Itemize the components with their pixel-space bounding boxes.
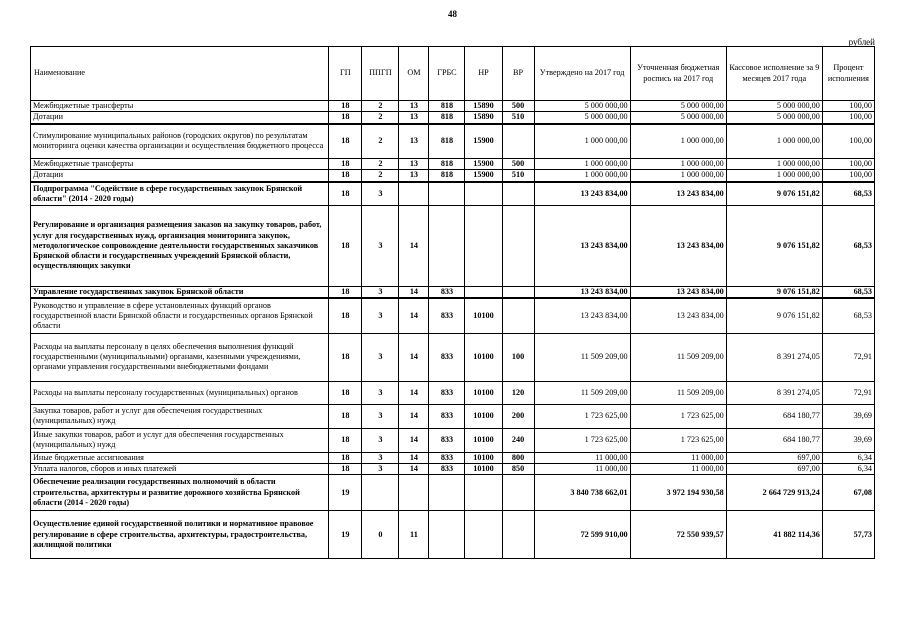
table-cell-cash: 1 000 000,00 [726,124,822,159]
table-cell-ppgp: 2 [362,170,399,182]
table-cell-name: Расходы на выплаты персоналу государственных (муниципальных) органов [31,381,329,404]
table-cell-ppgp: 3 [362,182,399,206]
table-cell-revised: 13 243 834,00 [630,206,726,287]
table-cell-cash: 684 180,77 [726,404,822,428]
table-row [31,182,875,206]
table-cell-np: 10100 [465,298,502,333]
table-cell-ppgp: 2 [362,159,399,170]
table-cell-np [465,182,502,206]
table-cell-revised: 72 550 939,57 [630,511,726,559]
table-cell-np: 10100 [465,464,502,475]
table-cell-name: Расходы на выплаты персоналу в целях обеспечения выполнения функций государственными (муниципальными) органами, казенными учреждениями, органами управления государственными внебюджетными фондами [31,333,329,381]
table-row [31,464,875,475]
table-cell-grbs [429,511,465,559]
table-cell-percent: 67,08 [822,475,874,511]
table-cell-grbs: 833 [429,428,465,452]
table-cell-percent: 6,34 [822,452,874,463]
table-cell-vr [502,475,534,511]
table-row [31,124,875,159]
table-cell-gp: 18 [329,287,362,299]
table-cell-name: Межбюджетные трансферты [31,101,329,112]
table-cell-vr [502,124,534,159]
table-cell-np: 10100 [465,452,502,463]
table-cell-cash: 8 391 274,05 [726,381,822,404]
table-row [31,452,875,463]
table-cell-revised: 5 000 000,00 [630,101,726,112]
table-cell-revised: 1 000 000,00 [630,124,726,159]
table-cell-cash: 684 180,77 [726,428,822,452]
header-grbs: ГРБС [429,47,465,101]
table-cell-vr: 100 [502,333,534,381]
table-cell-grbs [429,475,465,511]
table-cell-ppgp: 3 [362,287,399,299]
header-np: НР [465,47,502,101]
table-cell-percent: 72,91 [822,381,874,404]
table-cell-gp: 18 [329,101,362,112]
table-cell-gp: 18 [329,464,362,475]
table-cell-revised: 1 000 000,00 [630,170,726,182]
table-cell-grbs: 818 [429,112,465,124]
table-cell-vr [502,298,534,333]
table-cell-np [465,287,502,299]
table-cell-gp: 18 [329,159,362,170]
table-cell-approved: 5 000 000,00 [534,101,630,112]
table-cell-approved: 1 723 625,00 [534,404,630,428]
table-cell-np: 10100 [465,333,502,381]
table-row [31,428,875,452]
table-cell-revised: 1 723 625,00 [630,404,726,428]
table-cell-vr: 510 [502,170,534,182]
table-row [31,112,875,124]
table-cell-gp: 19 [329,475,362,511]
table-cell-cash: 8 391 274,05 [726,333,822,381]
table-cell-np: 15890 [465,101,502,112]
table-cell-approved: 5 000 000,00 [534,112,630,124]
table-cell-grbs [429,182,465,206]
table-cell-ppgp: 3 [362,381,399,404]
table-row [31,475,875,511]
table-cell-vr: 240 [502,428,534,452]
table-cell-np [465,206,502,287]
table-cell-ppgp: 3 [362,404,399,428]
table-cell-grbs: 833 [429,381,465,404]
table-cell-vr [502,511,534,559]
table-cell-om: 14 [399,428,429,452]
table-cell-grbs: 833 [429,333,465,381]
table-cell-om: 13 [399,159,429,170]
table-cell-om: 14 [399,452,429,463]
table-row [31,287,875,299]
table-header-row [31,47,875,101]
table-cell-percent: 39,69 [822,428,874,452]
table-cell-gp: 18 [329,333,362,381]
table-row [31,206,875,287]
table-cell-name: Межбюджетные трансферты [31,159,329,170]
table-cell-gp: 18 [329,112,362,124]
table-cell-name: Подпрограмма "Содействие в сфере государственных закупок Брянской области" (2014 - 2020 годы) [31,182,329,206]
table-cell-revised: 11 000,00 [630,464,726,475]
table-cell-ppgp [362,475,399,511]
table-cell-gp: 18 [329,428,362,452]
table-cell-approved: 11 509 209,00 [534,333,630,381]
table-cell-ppgp: 3 [362,333,399,381]
table-cell-om: 14 [399,287,429,299]
table-cell-revised: 3 972 194 930,58 [630,475,726,511]
table-cell-percent: 100,00 [822,112,874,124]
table-cell-approved: 1 000 000,00 [534,170,630,182]
table-cell-om: 14 [399,381,429,404]
table-cell-cash: 697,00 [726,452,822,463]
table-cell-gp: 19 [329,511,362,559]
table-cell-percent: 100,00 [822,170,874,182]
units-label: рублей [848,37,875,47]
header-ppgp: ППГП [362,47,399,101]
table-cell-percent: 6,34 [822,464,874,475]
budget-table [30,46,875,559]
table-cell-percent: 68,53 [822,206,874,287]
table-cell-name: Дотации [31,170,329,182]
table-cell-grbs: 818 [429,101,465,112]
table-cell-np: 15900 [465,124,502,159]
table-cell-approved: 72 599 910,00 [534,511,630,559]
table-cell-approved: 1 000 000,00 [534,159,630,170]
table-cell-grbs: 833 [429,452,465,463]
table-cell-approved: 3 840 738 662,01 [534,475,630,511]
table-cell-approved: 1 000 000,00 [534,124,630,159]
table-cell-percent: 57,73 [822,511,874,559]
table-cell-grbs: 833 [429,404,465,428]
table-cell-om: 14 [399,464,429,475]
table-cell-vr [502,182,534,206]
table-cell-percent: 39,69 [822,404,874,428]
table-cell-revised: 11 000,00 [630,452,726,463]
table-cell-gp: 18 [329,124,362,159]
table-cell-revised: 13 243 834,00 [630,298,726,333]
table-cell-gp: 18 [329,381,362,404]
table-cell-om: 14 [399,206,429,287]
table-cell-name: Руководство и управление в сфере установленных функций органов государственной власти Брянской области и государственных органов Брянской области [31,298,329,333]
table-cell-om: 11 [399,511,429,559]
table-cell-np [465,511,502,559]
table-cell-vr [502,287,534,299]
table-cell-name: Закупка товаров, работ и услуг для обеспечения государственных (муниципальных) нужд [31,404,329,428]
table-cell-approved: 11 000,00 [534,464,630,475]
header-vr: ВР [502,47,534,101]
table-cell-name: Обеспечение реализации государственных полномочий в области строительства, архитектуры и развитие дорожного хозяйства Брянской области (2014 - 2020 годы) [31,475,329,511]
table-cell-vr: 850 [502,464,534,475]
table-cell-om: 14 [399,333,429,381]
table-cell-cash: 41 882 114,36 [726,511,822,559]
header-cash: Кассовое исполнение за 9 месяцев 2017 года [726,47,822,101]
table-cell-gp: 18 [329,170,362,182]
table-cell-cash: 5 000 000,00 [726,101,822,112]
table-cell-revised: 11 509 209,00 [630,381,726,404]
table-cell-percent: 100,00 [822,101,874,112]
table-cell-om: 14 [399,298,429,333]
table-cell-grbs: 818 [429,124,465,159]
table-cell-approved: 13 243 834,00 [534,298,630,333]
table-cell-percent: 68,53 [822,287,874,299]
table-cell-om: 13 [399,124,429,159]
table-cell-grbs: 833 [429,464,465,475]
table-cell-ppgp: 2 [362,124,399,159]
table-cell-ppgp: 3 [362,464,399,475]
table-cell-revised: 1 000 000,00 [630,159,726,170]
table-cell-percent: 100,00 [822,124,874,159]
header-percent: Процент исполнения [822,47,874,101]
table-row [31,170,875,182]
table-cell-ppgp: 0 [362,511,399,559]
table-cell-name: Иные бюджетные ассигнования [31,452,329,463]
table-cell-vr: 500 [502,159,534,170]
table-cell-vr: 120 [502,381,534,404]
table-cell-np [465,475,502,511]
table-cell-approved: 13 243 834,00 [534,182,630,206]
table-cell-revised: 11 509 209,00 [630,333,726,381]
table-cell-cash: 1 000 000,00 [726,159,822,170]
table-cell-cash: 5 000 000,00 [726,112,822,124]
table-cell-om: 14 [399,404,429,428]
table-cell-percent: 68,53 [822,182,874,206]
table-cell-name: Иные закупки товаров, работ и услуг для обеспечения государственных (муниципальных) нужд [31,428,329,452]
header-approved: Утверждено на 2017 год [534,47,630,101]
table-cell-cash: 1 000 000,00 [726,170,822,182]
table-cell-np: 10100 [465,428,502,452]
table-cell-grbs [429,206,465,287]
table-cell-approved: 11 509 209,00 [534,381,630,404]
table-cell-gp: 18 [329,298,362,333]
table-cell-vr [502,206,534,287]
table-row [31,101,875,112]
table-cell-name: Управление государственных закупок Брянской области [31,287,329,299]
table-cell-om: 13 [399,170,429,182]
table-cell-gp: 18 [329,206,362,287]
table-row [31,381,875,404]
table-cell-name: Уплата налогов, сборов и иных платежей [31,464,329,475]
table-row [31,404,875,428]
table-cell-ppgp: 3 [362,452,399,463]
table-cell-percent: 72,91 [822,333,874,381]
table-cell-om [399,475,429,511]
table-row [31,511,875,559]
table-cell-grbs: 818 [429,159,465,170]
table-cell-cash: 9 076 151,82 [726,287,822,299]
table-cell-om [399,182,429,206]
table-cell-approved: 11 000,00 [534,452,630,463]
table-cell-np: 15900 [465,170,502,182]
table-cell-grbs: 833 [429,298,465,333]
table-cell-percent: 68,53 [822,298,874,333]
table-cell-approved: 13 243 834,00 [534,287,630,299]
table-cell-om: 13 [399,112,429,124]
header-revised: Уточненная бюджетная роспись на 2017 год [630,47,726,101]
header-om: ОМ [399,47,429,101]
table-cell-revised: 13 243 834,00 [630,182,726,206]
table-cell-approved: 13 243 834,00 [534,206,630,287]
table-cell-grbs: 818 [429,170,465,182]
table-cell-name: Регулирование и организация размещения заказов на закупку товаров, работ, услуг для государственных нужд, организация мониторинга закупок, методологическое сопровождение деятельности государственных заказчиков Брянской области и государственных учреждений Брянской области, осуществляющих закупки [31,206,329,287]
table-cell-revised: 13 243 834,00 [630,287,726,299]
table-cell-name: Осуществление единой государственной политики и нормативное правовое регулирование в сфере строительства, архитектуры, градостроительства, жилищной политики [31,511,329,559]
table-row [31,333,875,381]
table-cell-gp: 18 [329,182,362,206]
table-cell-name: Стимулирование муниципальных районов (городских округов) по результатам мониторинга оценки качества организации и осуществления бюджетного процесса [31,124,329,159]
table-cell-vr: 800 [502,452,534,463]
table-cell-np: 10100 [465,404,502,428]
table-cell-percent: 100,00 [822,159,874,170]
table-cell-ppgp: 3 [362,206,399,287]
table-cell-cash: 9 076 151,82 [726,298,822,333]
table-cell-grbs: 833 [429,287,465,299]
table-cell-gp: 18 [329,404,362,428]
table-row [31,298,875,333]
page-number: 48 [448,9,457,19]
table-cell-revised: 1 723 625,00 [630,428,726,452]
table-cell-vr: 500 [502,101,534,112]
table-cell-revised: 5 000 000,00 [630,112,726,124]
table-cell-vr: 510 [502,112,534,124]
table-cell-cash: 9 076 151,82 [726,206,822,287]
header-gp: ГП [329,47,362,101]
table-cell-cash: 697,00 [726,464,822,475]
table-row [31,159,875,170]
table-cell-np: 15890 [465,112,502,124]
table-cell-name: Дотации [31,112,329,124]
table-cell-np: 15900 [465,159,502,170]
table-cell-approved: 1 723 625,00 [534,428,630,452]
table-cell-ppgp: 3 [362,298,399,333]
table-cell-ppgp: 3 [362,428,399,452]
table-cell-np: 10100 [465,381,502,404]
table-cell-cash: 2 664 729 913,24 [726,475,822,511]
table-cell-ppgp: 2 [362,101,399,112]
table-cell-ppgp: 2 [362,112,399,124]
table-cell-vr: 200 [502,404,534,428]
table-cell-cash: 9 076 151,82 [726,182,822,206]
table-cell-om: 13 [399,101,429,112]
header-name: Наименование [31,47,329,101]
table-cell-gp: 18 [329,452,362,463]
